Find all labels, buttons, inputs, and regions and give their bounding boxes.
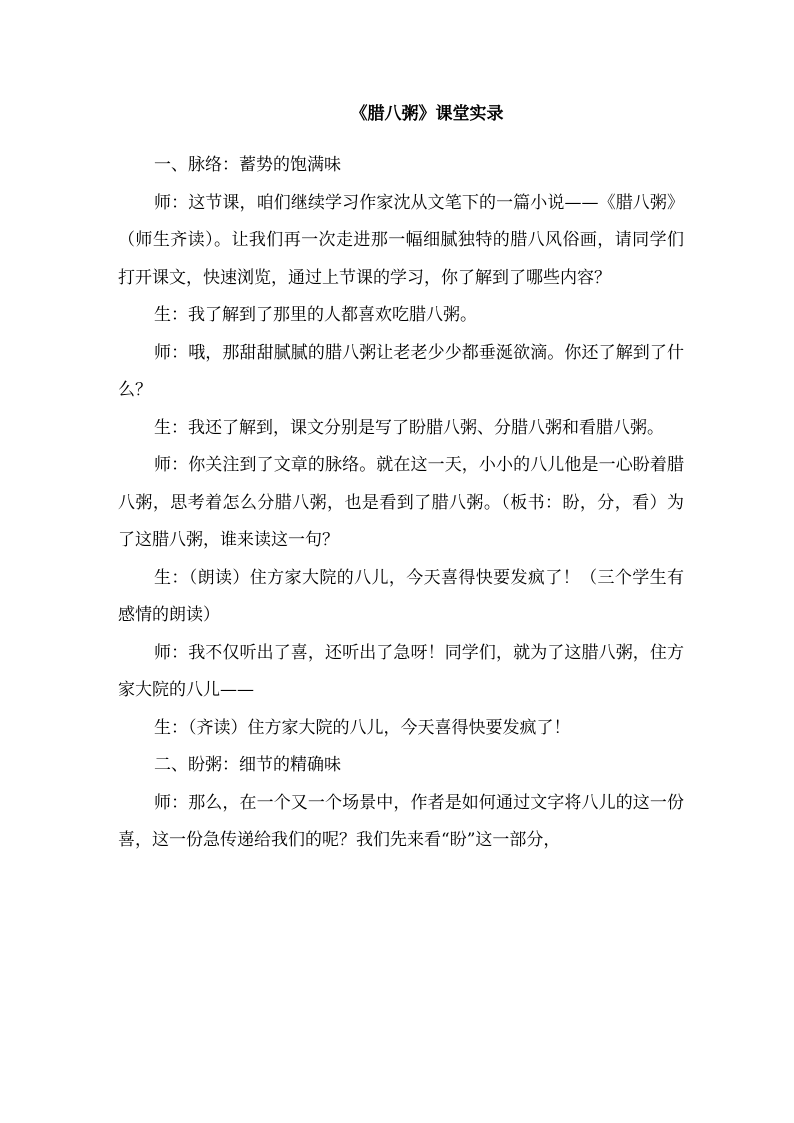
document-title: 《腊八粥》课堂实录 [350,104,504,124]
paragraph: 师：这节课，咱们继续学习作家沈从文笔下的一篇小说——《腊八粥》（师生齐读）。让我们再一次走进那一幅细腻独特的腊八风俗画，请同学们打开课文，快速浏览，通过上节课的学习，你了解到了哪些内容？ [118,192,684,288]
paragraph: 生：我了解到了那里的人都喜欢吃腊八粥。 [154,305,477,325]
paragraph: 生：（朗读）住方家大院的八儿，今天喜得快要发疯了！（三个学生有感情的朗读） [118,567,684,625]
paragraph: 师：那么，在一个又一个场景中，作者是如何通过文字将八儿的这一份喜，这一份急传递给我们的呢？我们先来看“盼”这一部分， [118,792,684,850]
paragraph: 生：我还了解到，课文分别是写了盼腊八粥、分腊八粥和看腊八粥。 [154,417,664,438]
section-heading-1: 一、脉络：蓄势的饱满味 [154,155,341,175]
paragraph: 师：哦，那甜甜腻腻的腊八粥让老老少少都垂涎欲滴。你还了解到了什么？ [118,342,684,400]
paragraph: 生：（齐读）住方家大院的八儿，今天喜得快要发疯了！ [154,717,571,738]
paragraph: 师：你关注到了文章的脉络。就在这一天，小小的八儿他是一心盼着腊八粥，思考着怎么分腊八粥，也是看到了腊八粥。（板书：盼，分，看）为了这腊八粥，谁来读这一句？ [118,455,684,550]
document-body [118,147,684,860]
section-heading-2: 二、盼粥：细节的精确味 [154,755,341,775]
paragraph: 师：我不仅听出了喜，还听出了急呀！同学们，就为了这腊八粥，住方家大院的八儿—— [118,642,684,700]
